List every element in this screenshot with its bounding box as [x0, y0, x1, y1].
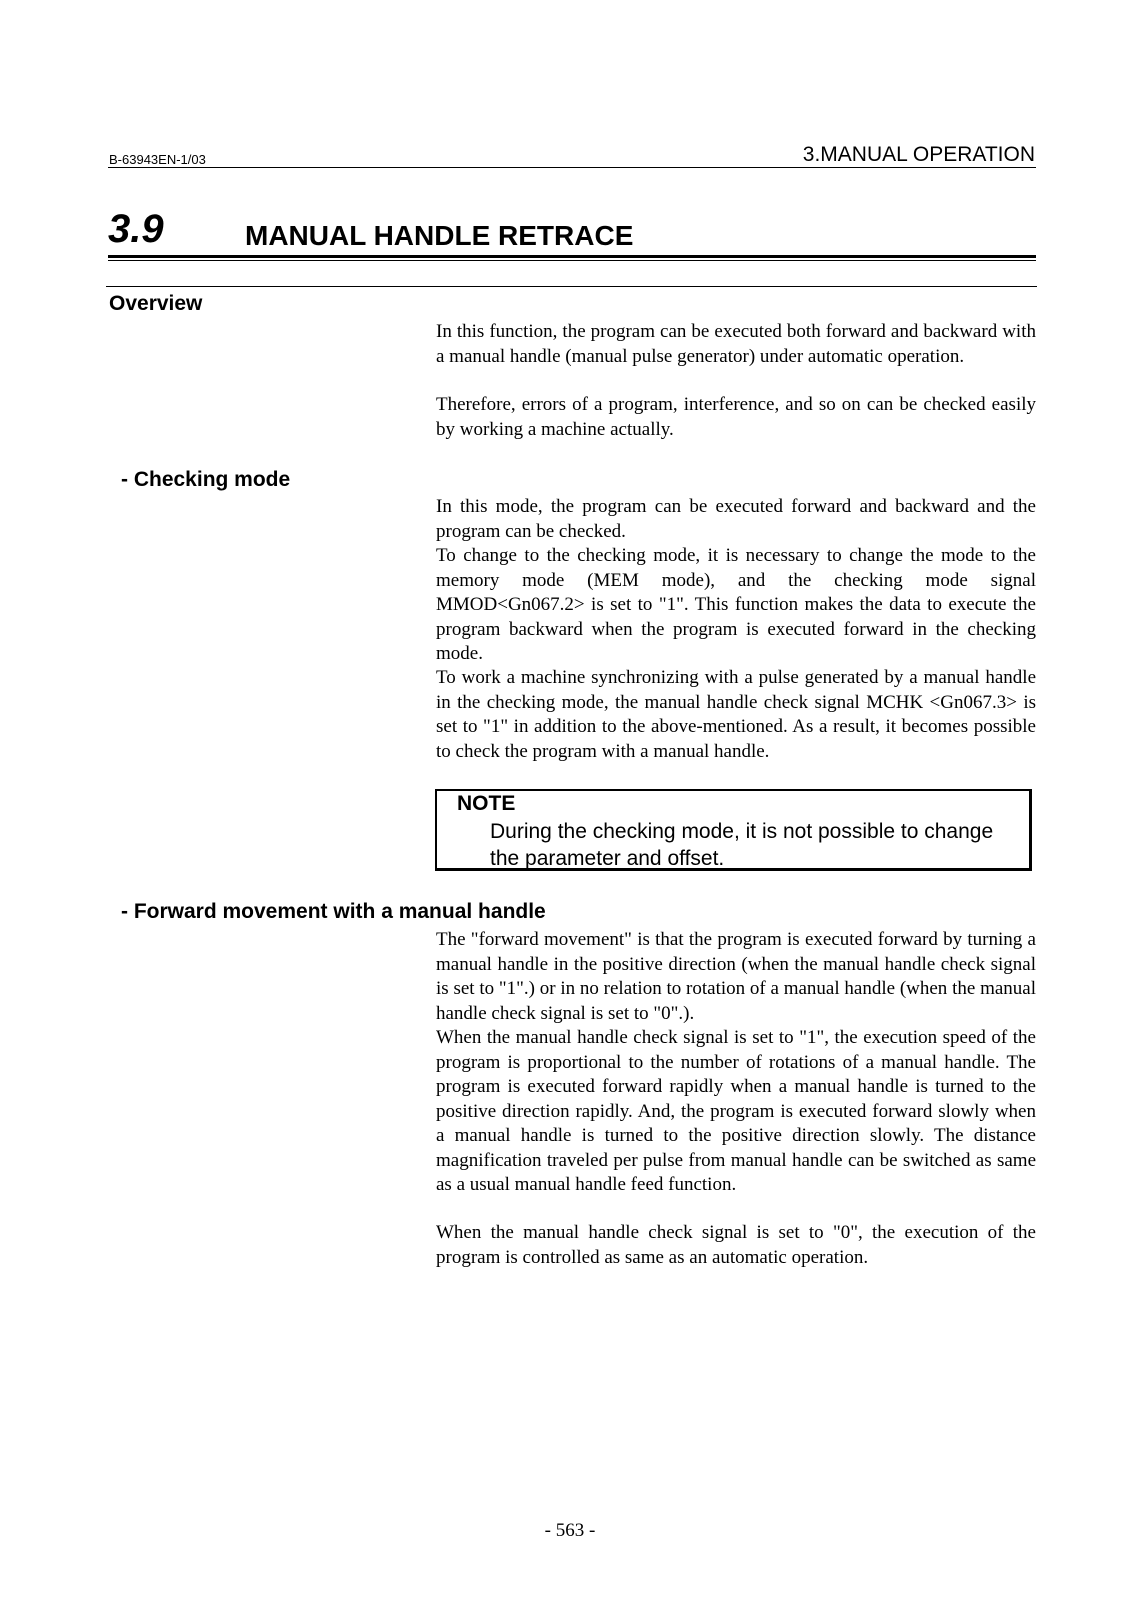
section-title: MANUAL HANDLE RETRACE — [245, 220, 634, 251]
forward-movement-paragraph-3: When the manual handle check signal is set to "0", the execution of the program is controlled as same as an automatic operation. — [436, 1222, 1036, 1268]
page-number: - 563 - — [544, 1520, 596, 1541]
forward-movement-paragraph-1: The "forward movement" is that the program is executed forward by turning a manual handle in the positive direction (when the manual handle check signal is set to "1".) or in no relation to rotation of a manual handle (when the manual handle check signal is set to "0".). — [436, 929, 1036, 1024]
overview-paragraph-1: In this function, the program can be executed both forward and backward with a manual handle (manual pulse generator) under automatic operation. — [436, 321, 1036, 367]
section-number: 3.9 — [108, 207, 164, 251]
document-code: B-63943EN-1/03 — [109, 152, 206, 167]
checking-mode-heading: - Checking mode — [121, 468, 291, 491]
title-rule-thin — [108, 260, 1036, 261]
overview-heading: Overview — [109, 292, 203, 315]
note-text: During the checking mode, it is not possible to change the parameter and offset. — [490, 820, 994, 870]
checking-mode-paragraph-2: To change to the checking mode, it is necessary to change the mode to the memory mode (MEM mode), and the checking mode signal MMOD<Gn067.2> is set to "1". This function makes the data to execute the program backward when the program is executed forward in the checking mode. — [436, 545, 1036, 664]
note-label: NOTE — [457, 792, 516, 815]
forward-movement-paragraph-2: When the manual handle check signal is set to "1", the execution speed of the program is proportional to the number of rotations of a manual handle. The program is executed forward rapidly when a manual handle is turned to the positive direction rapidly. And, the program is executed forward slowly when a manual handle is turned to the positive direction slowly. The distance magnification traveled per pulse from manual handle can be switched as same as a usual manual handle feed function. — [436, 1027, 1036, 1195]
chapter-title: 3.MANUAL OPERATION — [802, 143, 1035, 166]
overview-paragraph-2: Therefore, errors of a program, interference, and so on can be checked easily by working a machine actually. — [436, 394, 1036, 440]
forward-movement-heading: - Forward movement with a manual handle — [121, 900, 546, 923]
title-rule-thick — [108, 255, 1036, 258]
section-divider — [106, 286, 1037, 287]
header-divider — [108, 167, 1036, 168]
checking-mode-paragraph-1: In this mode, the program can be executed forward and backward and the program can be checked. — [436, 496, 1036, 542]
checking-mode-paragraph-3: To work a machine synchronizing with a pulse generated by a manual handle in the checking mode, the manual handle check signal MCHK <Gn067.3> is set to "1" in addition to the above-mentioned. As a result, it becomes possible to check the program with a manual handle. — [436, 667, 1036, 762]
